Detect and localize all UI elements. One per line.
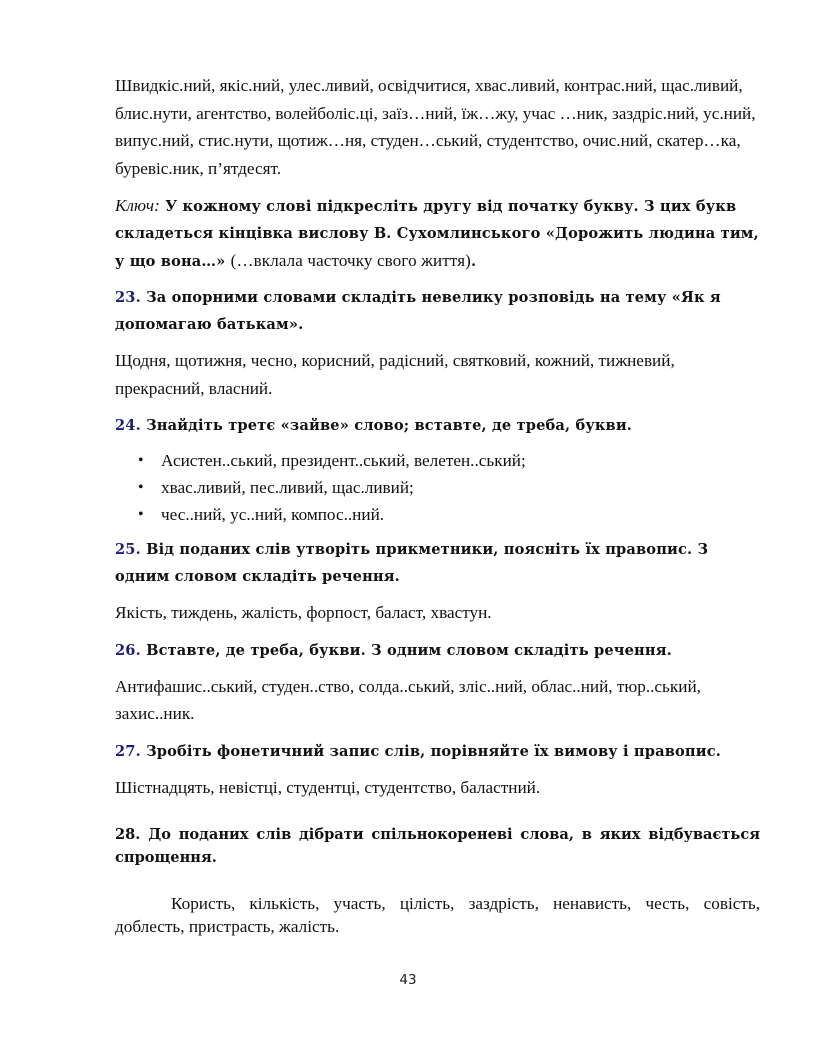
task-number: 24. <box>115 417 141 434</box>
task-24 <box>115 412 760 439</box>
task-text: За опорними словами складіть невелику розповідь на тему «Як я допомагаю батькам». <box>115 289 721 333</box>
task-24-list <box>115 447 760 528</box>
bullet-icon: • <box>138 452 144 469</box>
task-number: 27. <box>115 742 141 760</box>
task-number: 25. <box>115 541 141 558</box>
task-25 <box>115 536 760 590</box>
task-text: Вставте, де треба, букви. З одним словом складіть речення. <box>146 641 672 659</box>
task-26 <box>115 637 760 664</box>
task-27-words: Шістнадцять, невістці, студентці, студентство, баластний. <box>115 777 541 797</box>
list-item: • Асистен..ський, президент..ський, велетен..ський; <box>115 447 760 474</box>
task-27 <box>115 738 760 765</box>
task-25-words: Якість, тиждень, жалість, форпост, баласт, хвастун. <box>115 603 492 622</box>
document-body <box>115 72 760 938</box>
key-answer: (…вклала часточку свого життя) <box>230 251 471 270</box>
task-23 <box>115 284 760 338</box>
list-item: • хвас.ливий, пес.ливий, щас.ливий; <box>115 474 760 501</box>
task-28 <box>115 823 760 869</box>
key-end: . <box>470 253 477 270</box>
key-label: Ключ: <box>115 196 160 215</box>
task-text: Зробіть фонетичний запис слів, порівняйте їх вимову і правопис. <box>146 742 721 760</box>
bullet-icon: • <box>138 506 144 523</box>
task-23-words: Щодня, щотижня, чесно, корисний, радісний, святковий, кожний, тижневий, прекрасний, власний. <box>115 351 675 398</box>
list-item: • чес..ний, ус..ний, компос..ний. <box>115 501 760 528</box>
task-text: Знайдіть третє «зайве» слово; вставте, де треба, букви. <box>146 417 633 434</box>
task-number: 28. <box>115 826 141 843</box>
task-text: До поданих слів дібрати спільнокореневі слова, в яких відбувається спрощення. <box>115 826 760 866</box>
key-text: У кожному слові підкресліть другу від початку букву. З цих букв складеться кінцівка вислову В. Сухомлинського «Дорожить людина тим, у що вона…» <box>115 198 759 270</box>
task-number: 26. <box>115 641 141 659</box>
task-26-words: Антифашис..ський, студен..ство, солда..ський, зліс..ний, облас..ний, тюр..ський, захис..ник. <box>115 676 701 723</box>
word-list: Швидкіс.ний, якіс.ний, улес.ливий, освідчитися, хвас.ливий, контрас.ний, щас.ливий, блис.нути, агентство, волейболіс.ці, заїз…ний, їж…жу, учас …ник, заздріс.ний, ус.ний, випус.ний, стис.нути, щотиж…ня, студен…ський, студентство, очис.ний, скатер…ка, буревіс.ник, п’ятдесят. <box>115 76 756 178</box>
task-28-words: Користь, кількість, участь, цілість, заздрість, ненависть, честь, совість, доблесть, пристрасть, жалість. <box>115 894 760 936</box>
task-text: Від поданих слів утворіть прикметники, поясніть їх правопис. З одним словом складіть речення. <box>115 541 709 585</box>
bullet-icon: • <box>138 479 144 496</box>
page-number: 43 <box>399 972 417 988</box>
key-paragraph <box>115 192 760 275</box>
task-number: 23. <box>115 289 141 306</box>
